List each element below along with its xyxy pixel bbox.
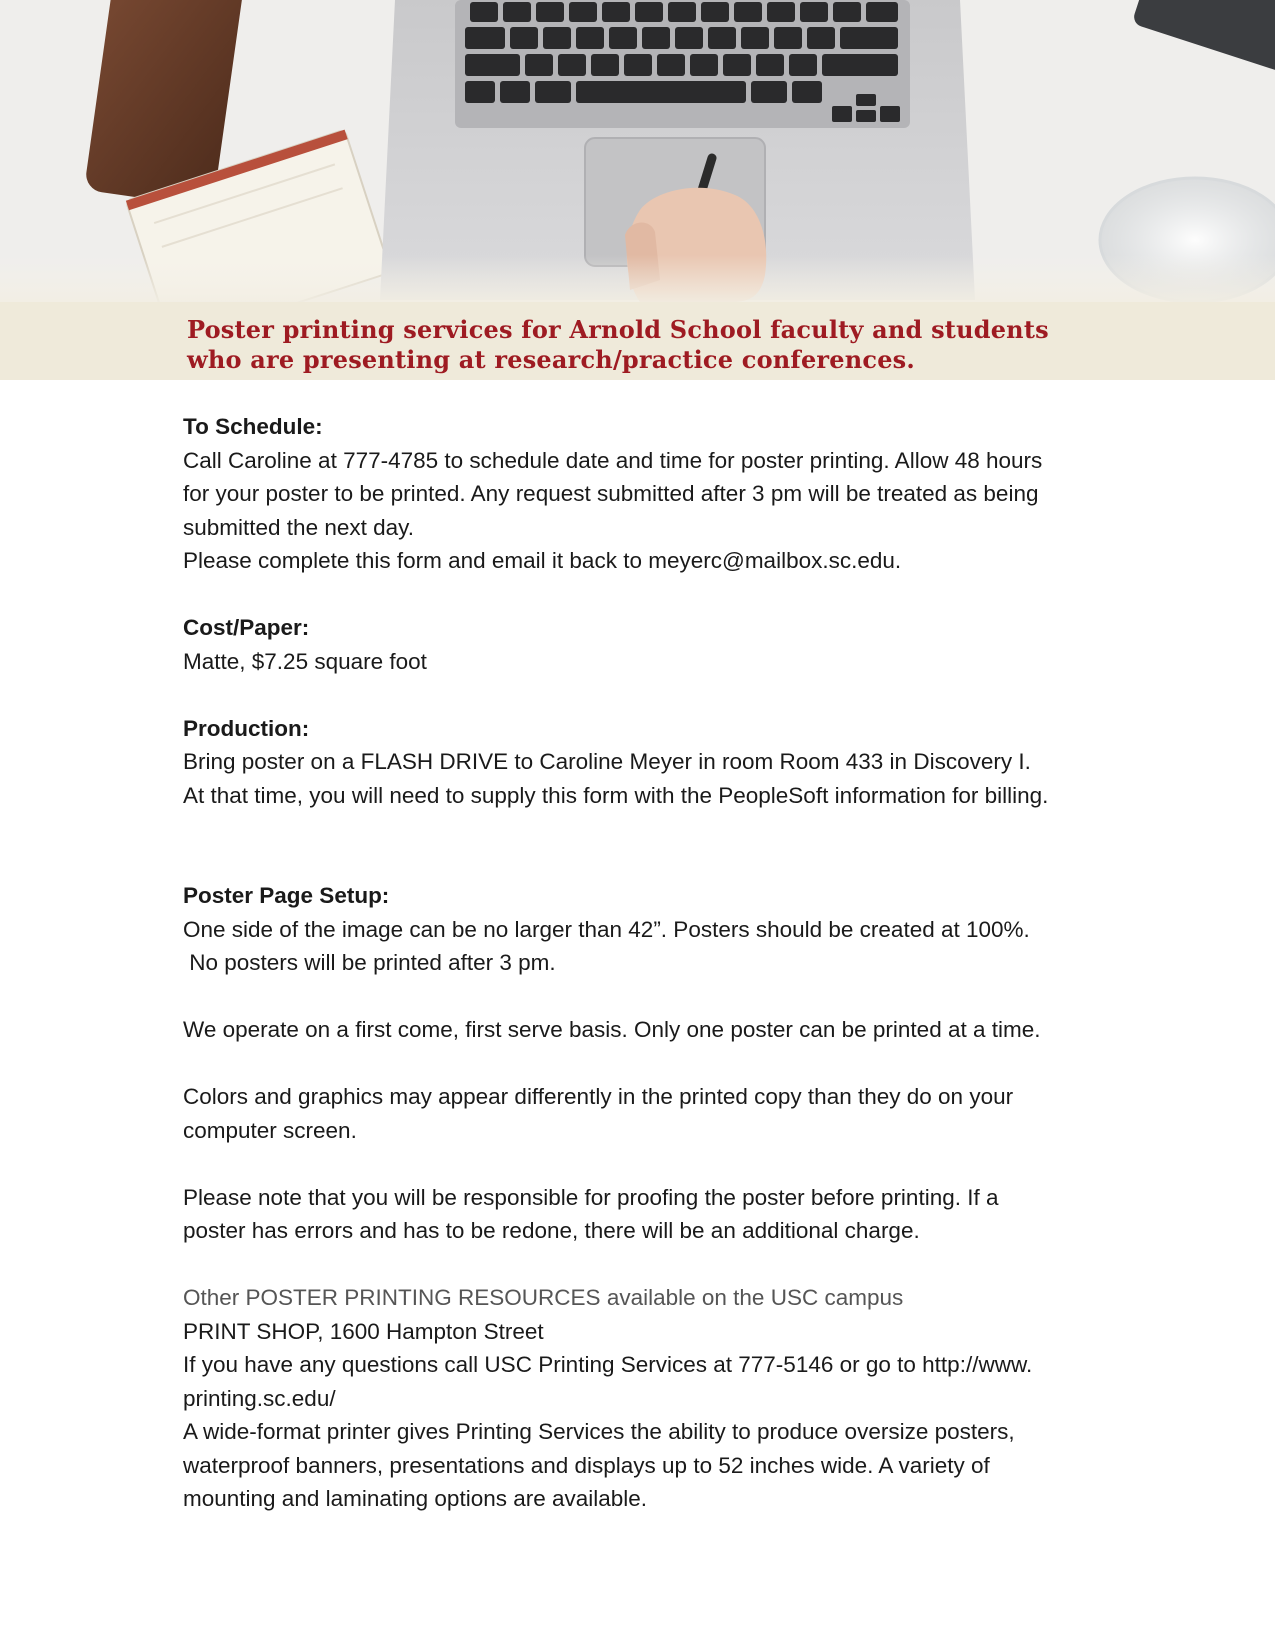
tagline-band	[0, 302, 1275, 380]
resources-heading: Other POSTER PRINTING RESOURCES available on the USC campus	[183, 1285, 904, 1310]
text-line: mounting and laminating options are available.	[183, 1486, 648, 1511]
text-line: At that time, you will need to supply this form with the PeopleSoft information for billing.	[183, 782, 1049, 808]
text-line: waterproof banners, presentations and displays up to 52 inches wide. A variety of	[183, 1452, 990, 1478]
print-shop-text: PRINT SHOP, 1600 Hampton Street	[183, 1318, 544, 1344]
setup-section	[183, 879, 1143, 1248]
header-photo	[0, 0, 1275, 302]
tagline-line: Poster printing services for Arnold School faculty and students	[187, 315, 1049, 344]
main-content	[183, 410, 1143, 1516]
cost-section	[183, 611, 1143, 678]
text-line: submitted the next day.	[183, 514, 414, 540]
text-line: No posters will be printed after 3 pm.	[183, 950, 556, 975]
text-line: Colors and graphics may appear differently in the printed copy than they do on your	[183, 1084, 1014, 1109]
text-line: One side of the image can be no larger than 42”. Posters should be created at 100%.	[183, 916, 1030, 942]
production-text	[183, 745, 1143, 812]
tagline-line: who are presenting at research/practice conferences.	[187, 345, 915, 374]
cost-text: Matte, $7.25 square foot	[183, 648, 427, 674]
text-line: Bring poster on a FLASH DRIVE to Caroline Meyer in room Room 433 in Discovery I.	[183, 749, 1031, 774]
resources-section	[183, 1281, 1143, 1516]
text-line[interactable]: printing.sc.edu/	[183, 1385, 336, 1411]
production-section	[183, 712, 1143, 813]
text-line: computer screen.	[183, 1117, 357, 1143]
colors-text	[183, 1080, 1143, 1147]
text-line: poster has errors and has to be redone, there will be an additional charge.	[183, 1218, 920, 1243]
section-heading: To Schedule:	[183, 414, 323, 439]
text-line[interactable]: If you have any questions call USC Printing Services at 777-5146 or go to http://www.	[183, 1352, 1033, 1377]
section-heading: Poster Page Setup:	[183, 883, 390, 908]
first-come-text: We operate on a first come, first serve basis. Only one poster can be printed at a time.	[183, 1017, 1041, 1042]
proofing-text	[183, 1181, 1143, 1248]
schedule-text	[183, 444, 1143, 578]
laptop-desk-illustration	[0, 0, 1275, 302]
text-line: Please note that you will be responsible for proofing the poster before printing. If a	[183, 1184, 999, 1210]
wide-format-text	[183, 1415, 1143, 1516]
text-line: A wide-format printer gives Printing Services the ability to produce oversize posters,	[183, 1419, 1015, 1444]
questions-text	[183, 1348, 1143, 1415]
tagline	[187, 315, 1049, 375]
section-heading: Production:	[183, 715, 310, 741]
schedule-section	[183, 410, 1143, 578]
setup-text	[183, 913, 1143, 980]
section-heading: Cost/Paper:	[183, 615, 310, 640]
text-line: for your poster to be printed. Any request submitted after 3 pm will be treated as being	[183, 481, 1039, 506]
text-line: Please complete this form and email it back to meyerc@mailbox.sc.edu.	[183, 548, 902, 573]
text-line: Call Caroline at 777-4785 to schedule date and time for poster printing. Allow 48 hours	[183, 447, 1043, 473]
